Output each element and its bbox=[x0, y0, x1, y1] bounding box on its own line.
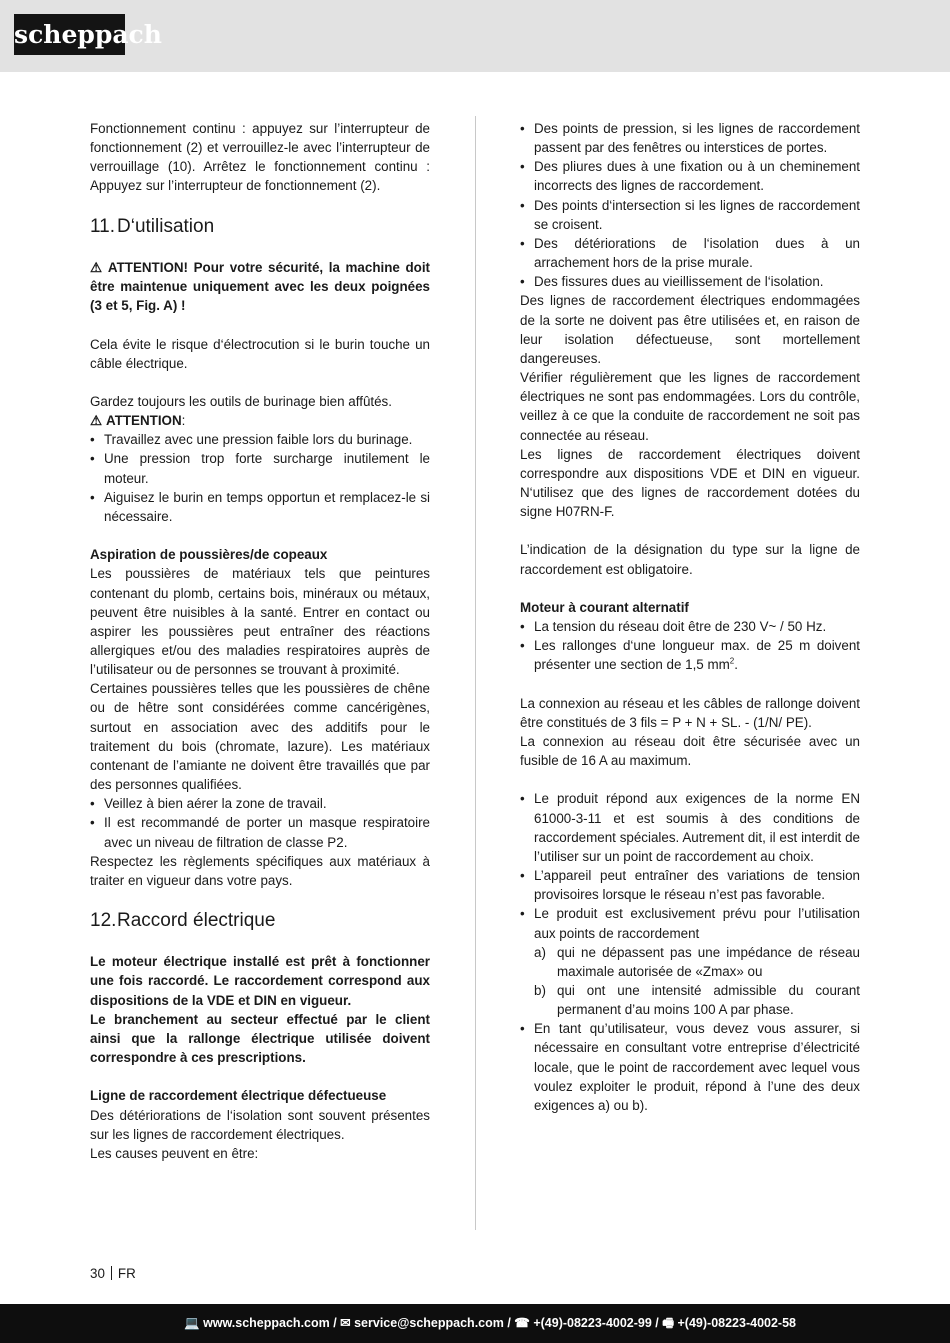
list-item: • Le produit est exclusivement prévu pour l’utilisation aux points de raccordement a) qui ne dépassent pas une impédance de réseau maximale autorisée de «Zmax» ou b) qui ont une intensité admissible du courant permanent d’au moins 100 A par phase. bbox=[520, 904, 860, 1019]
sub-list bbox=[534, 943, 860, 1020]
list-item: • Les rallonges d‘une longueur max. de 25 m doivent présenter une section de 1,5 $mm^2$. bbox=[520, 636, 860, 674]
ac-motor-bullet-list bbox=[520, 617, 860, 674]
list-item: • Une pression trop forte surcharge inutilement le moteur. bbox=[90, 449, 430, 487]
list-item: • La tension du réseau doit être de 230 V~ / 50 Hz. bbox=[520, 617, 860, 636]
list-item: • Le produit répond aux exigences de la norme EN 61000-3-11 et est soumis à des conditions de raccordement spéciales. Autrement dit, il est interdit de l’utiliser sur un point de raccordement au choix. bbox=[520, 789, 860, 866]
paragraph-dust-carcinogenic: Certaines poussières telles que les poussières de chêne ou de hêtre sont considérées comme cancérigènes, surtout en association avec des additifs pour le traitement du bois (chromate, lazure). Les matériaux contenant de l’amiante ne doivent être travaillés que par des personnes qualifiées. bbox=[90, 681, 430, 793]
right-column bbox=[520, 119, 860, 1115]
defective-line-heading: Ligne de raccordement électrique défectueuse bbox=[90, 1088, 387, 1104]
paragraph-dust-health: Les poussières de matériaux tels que peintures contenant du plomb, certains bois, minéraux ou métaux, peuvent être nuisibles à la santé. Entrer en contact ou aspirer les poussières peut entraîner des réactions allergiques et/ou des maladies respiratoires auprès de l’utilisateur ou de personnes se trouvant à proximité. bbox=[90, 566, 430, 678]
sub-list-item-b: b) qui ont une intensité admissible du courant permanent d’au moins 100 A par phase. bbox=[534, 982, 860, 1018]
left-column bbox=[90, 119, 430, 1163]
paragraph-sharp-tools: Gardez toujours les outils de burinage bien affûtés. bbox=[90, 393, 392, 409]
attention-grip-warning: ⚠ ATTENTION! Pour votre sécurité, la machine doit être maintenue uniquement avec les deux poignées (3 et 5, Fig. A) ! bbox=[90, 259, 430, 314]
section-11-number: 11. bbox=[90, 215, 116, 237]
list-item: • Aiguisez le burin en temps opportun et remplacez-le si nécessaire. bbox=[90, 488, 430, 526]
paragraph-mains-connection: Le branchement au secteur effectué par le client ainsi que la rallonge électrique utilisée doivent correspondre à ces prescriptions. bbox=[90, 1011, 430, 1066]
paragraph-continuous-operation: Fonctionnement continu : appuyez sur l’interrupteur de fonctionnement (2) et verrouillez-le avec l’interrupteur de verrouillage (10). Arrêtez le fonctionnement continu : Appuyez sur l’interrupteur de fonctionnement (2). bbox=[90, 121, 430, 194]
page-footer bbox=[90, 1265, 136, 1283]
paragraph-damaged-lines: Des lignes de raccordement électriques endommagées de la sorte ne doivent pas être utilisées et, en raison de leur isolation défectueuse, sont mortellement dangereuses. bbox=[520, 293, 860, 366]
section-12-heading bbox=[90, 909, 430, 933]
paragraph-regular-check: Vérifier régulièrement que les lignes de raccordement électriques ne sont pas endommagées. Lors du contrôle, veillez à ce que la conduite de raccordement ne soit pas connectée au réseau. bbox=[520, 370, 860, 443]
sub-list-item-a: a) qui ne dépassent pas une impédance de réseau maximale autorisée de «Zmax» ou bbox=[534, 944, 860, 979]
list-item: • Des détériorations de l‘isolation dues à un arrachement hors de la prise murale. bbox=[520, 234, 860, 272]
warning-icon: ⚠ bbox=[90, 259, 104, 275]
dust-bullet-list bbox=[90, 794, 430, 851]
paragraph-motor-ready: Le moteur électrique installé est prêt à fonctionner une fois raccordé. Le raccordement correspond aux dispositions de la VDE et DIN en vigueur. bbox=[90, 954, 430, 1008]
list-item: • Des pliures dues à une fixation ou à un cheminement incorrects des lignes de raccordement. bbox=[520, 157, 860, 195]
scheppach-logo: scheppach bbox=[14, 14, 125, 55]
paragraph-three-wire: La connexion au réseau et les câbles de rallonge doivent être constitués de 3 fils = P + N + SL. - (1/N/ PE). bbox=[520, 695, 860, 730]
section-11-title: D‘utilisation bbox=[117, 215, 215, 237]
language-code: FR bbox=[117, 1266, 136, 1281]
paragraph-type-designation: L’indication de la désignation du type sur la ligne de raccordement est obligatoire. bbox=[520, 542, 860, 577]
list-item: • Veillez à bien aérer la zone de travail. bbox=[90, 794, 430, 813]
paragraph-insulation-damage: Des détériorations de l‘isolation sont souvent présentes sur les lignes de raccordement électriques. bbox=[90, 1107, 430, 1142]
paragraph-regulations: Respectez les règlements spécifiques aux matériaux à traiter en vigueur dans votre pays. bbox=[90, 853, 430, 888]
attention-label-line: ⚠ ATTENTION: bbox=[90, 413, 186, 429]
list-item: • Il est recommandé de porter un masque respiratoire avec un niveau de filtration de classe P2. bbox=[90, 813, 430, 851]
dust-heading: Aspiration de poussières/de copeaux bbox=[90, 547, 328, 563]
list-item: • Travaillez avec une pression faible lors du burinage. bbox=[90, 430, 430, 449]
page-header bbox=[0, 0, 950, 72]
page-number: 30 bbox=[90, 1266, 105, 1281]
list-item: • Des points de pression, si les lignes de raccordement passent par des fenêtres ou interstices de portes. bbox=[520, 119, 860, 157]
paragraph-fuse: La connexion au réseau doit être sécurisée avec un fusible de 16 A au maximum. bbox=[520, 733, 860, 769]
list-item: • Des fissures dues au vieillissement de l‘isolation. bbox=[520, 272, 860, 291]
paragraph-causes: Les causes peuvent en être: bbox=[90, 1145, 259, 1161]
section-12-title: Raccord électrique bbox=[117, 910, 276, 932]
column-divider bbox=[475, 116, 476, 1230]
ac-motor-heading: Moteur à courant alternatif bbox=[520, 599, 689, 615]
section-12-number: 12. bbox=[90, 910, 117, 932]
footer-separator bbox=[111, 1266, 112, 1280]
section-11-heading bbox=[90, 215, 430, 239]
list-item: • L’appareil peut entraîner des variations de tension provisoires lorsque le réseau n’est pas favorable. bbox=[520, 866, 860, 904]
paragraph-electrocution-risk: Cela évite le risque d‘électrocution si le burin touche un câble électrique. bbox=[90, 336, 430, 371]
attention-bullet-list bbox=[90, 430, 430, 526]
paragraph-vde-din: Les lignes de raccordement électriques doivent correspondre aux dispositions VDE et DIN en vigueur. N‘utilisez que des lignes de raccordement dotées du signe H07RN-F. bbox=[520, 446, 860, 520]
warning-icon: ⚠ bbox=[90, 413, 103, 429]
norm-bullet-list bbox=[520, 789, 860, 1115]
list-item: • En tant qu’utilisateur, vous devez vous assurer, si nécessaire en consultant votre entreprise d’électricité locale, que le point de raccordement avec lequel vous voulez exploiter le produit, répond à l’une des deux exigences a) ou b). bbox=[520, 1019, 860, 1115]
contact-bar: 💻 www.scheppach.com / ✉ service@scheppach.com / ☎ +(49)-08223-4002-99 / 🖷 +(49)-08223-4002-58 bbox=[0, 1304, 950, 1343]
causes-bullet-list bbox=[520, 119, 860, 291]
list-item: • Des points d‘intersection si les lignes de raccordement se croisent. bbox=[520, 196, 860, 234]
